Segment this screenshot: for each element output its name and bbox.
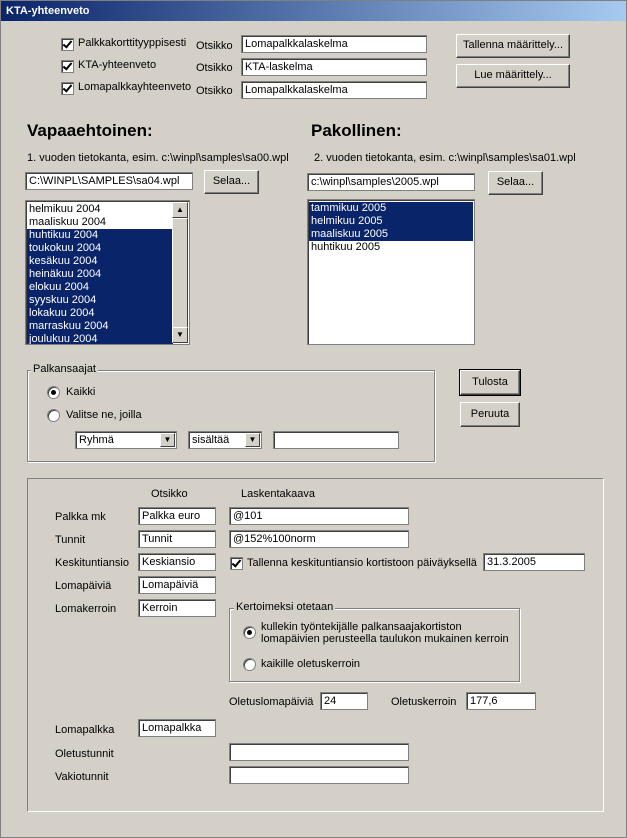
scroll-thumb[interactable] bbox=[172, 218, 188, 328]
title-input-kta[interactable]: KTA-laskelma bbox=[241, 58, 427, 76]
column-formula-header: Laskentakaava bbox=[241, 488, 315, 500]
label-kta: KTA-yhteenveto bbox=[78, 59, 157, 71]
mandatory-browse-button[interactable]: Selaa... bbox=[488, 171, 543, 195]
chevron-down-icon[interactable]: ▼ bbox=[160, 433, 175, 447]
checkbox-lomapalkka[interactable] bbox=[61, 82, 74, 95]
label-otsikko-1: Otsikko bbox=[196, 40, 233, 52]
label-select-employees: Valitse ne, joilla bbox=[66, 409, 142, 421]
label-holiday-pay: Lomapalkka bbox=[55, 724, 115, 736]
title-input-lomapaivia[interactable]: Lomapäiviä bbox=[138, 576, 216, 594]
label-save-average: Tallenna keskituntiansio kortistoon päiväyksellä bbox=[247, 557, 477, 569]
optional-hint: 1. vuoden tietokanta, esim. c:\winpl\samples\sa00.wpl bbox=[27, 152, 289, 164]
optional-path-input[interactable]: C:\WINPL\SAMPLES\sa04.wpl bbox=[25, 172, 193, 190]
title-input-lomakerroin[interactable]: Kerroin bbox=[138, 599, 216, 617]
mandatory-hint: 2. vuoden tietokanta, esim. c:\winpl\samples\sa01.wpl bbox=[314, 152, 576, 164]
filter-value-input[interactable] bbox=[273, 431, 399, 449]
radio-coef-default[interactable] bbox=[243, 658, 256, 671]
optional-month-item[interactable]: marraskuu 2004 bbox=[27, 320, 173, 333]
fixed-hours-input[interactable] bbox=[229, 766, 409, 784]
window-title: KTA-yhteenveto bbox=[1, 1, 626, 21]
optional-month-list[interactable] bbox=[25, 200, 190, 345]
label-lomapalkka: Lomapalkkayhteenveto bbox=[78, 81, 192, 93]
label-lomapaivia: Lomapäiviä bbox=[55, 580, 112, 592]
label-coef-table: kullekin työntekijälle palkansaajakortiston lomapäivien perusteella taulukon mukainen kerroin bbox=[261, 621, 509, 645]
print-button[interactable]: Tulosta bbox=[460, 370, 520, 395]
save-definition-button[interactable]: Tallenna määrittely... bbox=[456, 34, 570, 58]
label-default-coef: Oletuskerroin bbox=[391, 696, 457, 708]
radio-coef-table[interactable] bbox=[243, 626, 256, 639]
title-input-palkka[interactable]: Palkka euro bbox=[138, 507, 216, 525]
label-coef-default: kaikille oletuskerroin bbox=[261, 658, 361, 670]
load-definition-button[interactable]: Lue määrittely... bbox=[456, 64, 570, 88]
label-all-employees: Kaikki bbox=[66, 386, 96, 398]
coefficient-group-title: Kertoimeksi otetaan bbox=[236, 601, 334, 613]
label-otsikko-3: Otsikko bbox=[196, 85, 233, 97]
checkbox-save-average[interactable] bbox=[230, 557, 243, 570]
mandatory-month-item[interactable]: tammikuu 2005 bbox=[309, 202, 473, 215]
save-average-date-input[interactable]: 31.3.2005 bbox=[483, 553, 585, 571]
mandatory-month-item[interactable]: huhtikuu 2005 bbox=[311, 241, 381, 253]
label-palkkakortti: Palkkakorttityyppisesti bbox=[78, 37, 187, 49]
label-tunnit: Tunnit bbox=[55, 534, 86, 546]
operator-select-value: sisältää bbox=[192, 434, 230, 446]
label-lomakerroin: Lomakerroin bbox=[55, 603, 117, 615]
radio-select-employees[interactable] bbox=[47, 409, 60, 422]
default-days-input[interactable]: 24 bbox=[320, 692, 368, 710]
checkbox-kta[interactable] bbox=[61, 60, 74, 73]
field-select[interactable] bbox=[75, 431, 177, 449]
mandatory-month-list[interactable] bbox=[307, 199, 475, 345]
label-default-hours: Oletustunnit bbox=[55, 748, 114, 760]
optional-month-item[interactable]: lokakuu 2004 bbox=[27, 307, 173, 320]
optional-month-item[interactable]: joulukuu 2004 bbox=[27, 333, 173, 345]
optional-month-item[interactable]: toukokuu 2004 bbox=[27, 242, 173, 255]
optional-month-item[interactable]: helmikuu 2004 bbox=[29, 203, 101, 215]
mandatory-month-item[interactable]: maaliskuu 2005 bbox=[309, 228, 473, 241]
title-input-keskituntiansio[interactable]: Keskiansio bbox=[138, 553, 216, 571]
default-coef-input[interactable]: 177,6 bbox=[466, 692, 536, 710]
default-hours-input[interactable] bbox=[229, 743, 409, 761]
chevron-down-icon[interactable]: ▼ bbox=[245, 433, 260, 447]
optional-month-item[interactable]: huhtikuu 2004 bbox=[27, 229, 173, 242]
scroll-up-arrow-icon[interactable]: ▲ bbox=[172, 202, 188, 218]
formula-input-tunnit[interactable]: @152%100norm bbox=[229, 530, 409, 548]
cancel-button[interactable]: Peruuta bbox=[460, 402, 520, 427]
optional-month-item[interactable]: heinäkuu 2004 bbox=[27, 268, 173, 281]
label-otsikko-2: Otsikko bbox=[196, 62, 233, 74]
title-input-tunnit[interactable]: Tunnit bbox=[138, 530, 216, 548]
coefficient-group bbox=[229, 608, 520, 682]
field-select-value: Ryhmä bbox=[79, 434, 114, 446]
mandatory-path-input[interactable]: c:\winpl\samples\2005.wpl bbox=[307, 173, 475, 191]
optional-heading: Vapaaehtoinen: bbox=[27, 121, 153, 140]
optional-month-item[interactable]: kesäkuu 2004 bbox=[27, 255, 173, 268]
mandatory-heading: Pakollinen: bbox=[311, 121, 402, 140]
title-input-holiday-pay[interactable]: Lomapalkka bbox=[138, 719, 216, 737]
optional-list-scrollbar[interactable] bbox=[172, 202, 188, 343]
scroll-down-arrow-icon[interactable]: ▼ bbox=[172, 327, 188, 343]
employees-group-title: Palkansaajat bbox=[33, 363, 96, 375]
mandatory-month-item[interactable]: helmikuu 2005 bbox=[309, 215, 473, 228]
radio-all-employees[interactable] bbox=[47, 386, 60, 399]
title-input-lomapalkka[interactable]: Lomapalkkalaskelma bbox=[241, 81, 427, 99]
label-fixed-hours: Vakiotunnit bbox=[55, 771, 109, 783]
label-default-days: Oletuslomapäiviä bbox=[229, 696, 314, 708]
label-keskituntiansio: Keskituntiansio bbox=[55, 557, 129, 569]
title-input-palkkakortti[interactable]: Lomapalkkalaskelma bbox=[241, 35, 427, 53]
formula-input-palkka[interactable]: @101 bbox=[229, 507, 409, 525]
column-title-header: Otsikko bbox=[151, 488, 188, 500]
optional-month-item[interactable]: syyskuu 2004 bbox=[27, 294, 173, 307]
label-palkka: Palkka mk bbox=[55, 511, 106, 523]
operator-select[interactable] bbox=[188, 431, 262, 449]
checkbox-palkkakortti[interactable] bbox=[61, 38, 74, 51]
optional-month-item[interactable]: maaliskuu 2004 bbox=[29, 216, 107, 228]
optional-month-item[interactable]: elokuu 2004 bbox=[27, 281, 173, 294]
optional-browse-button[interactable]: Selaa... bbox=[204, 170, 259, 194]
